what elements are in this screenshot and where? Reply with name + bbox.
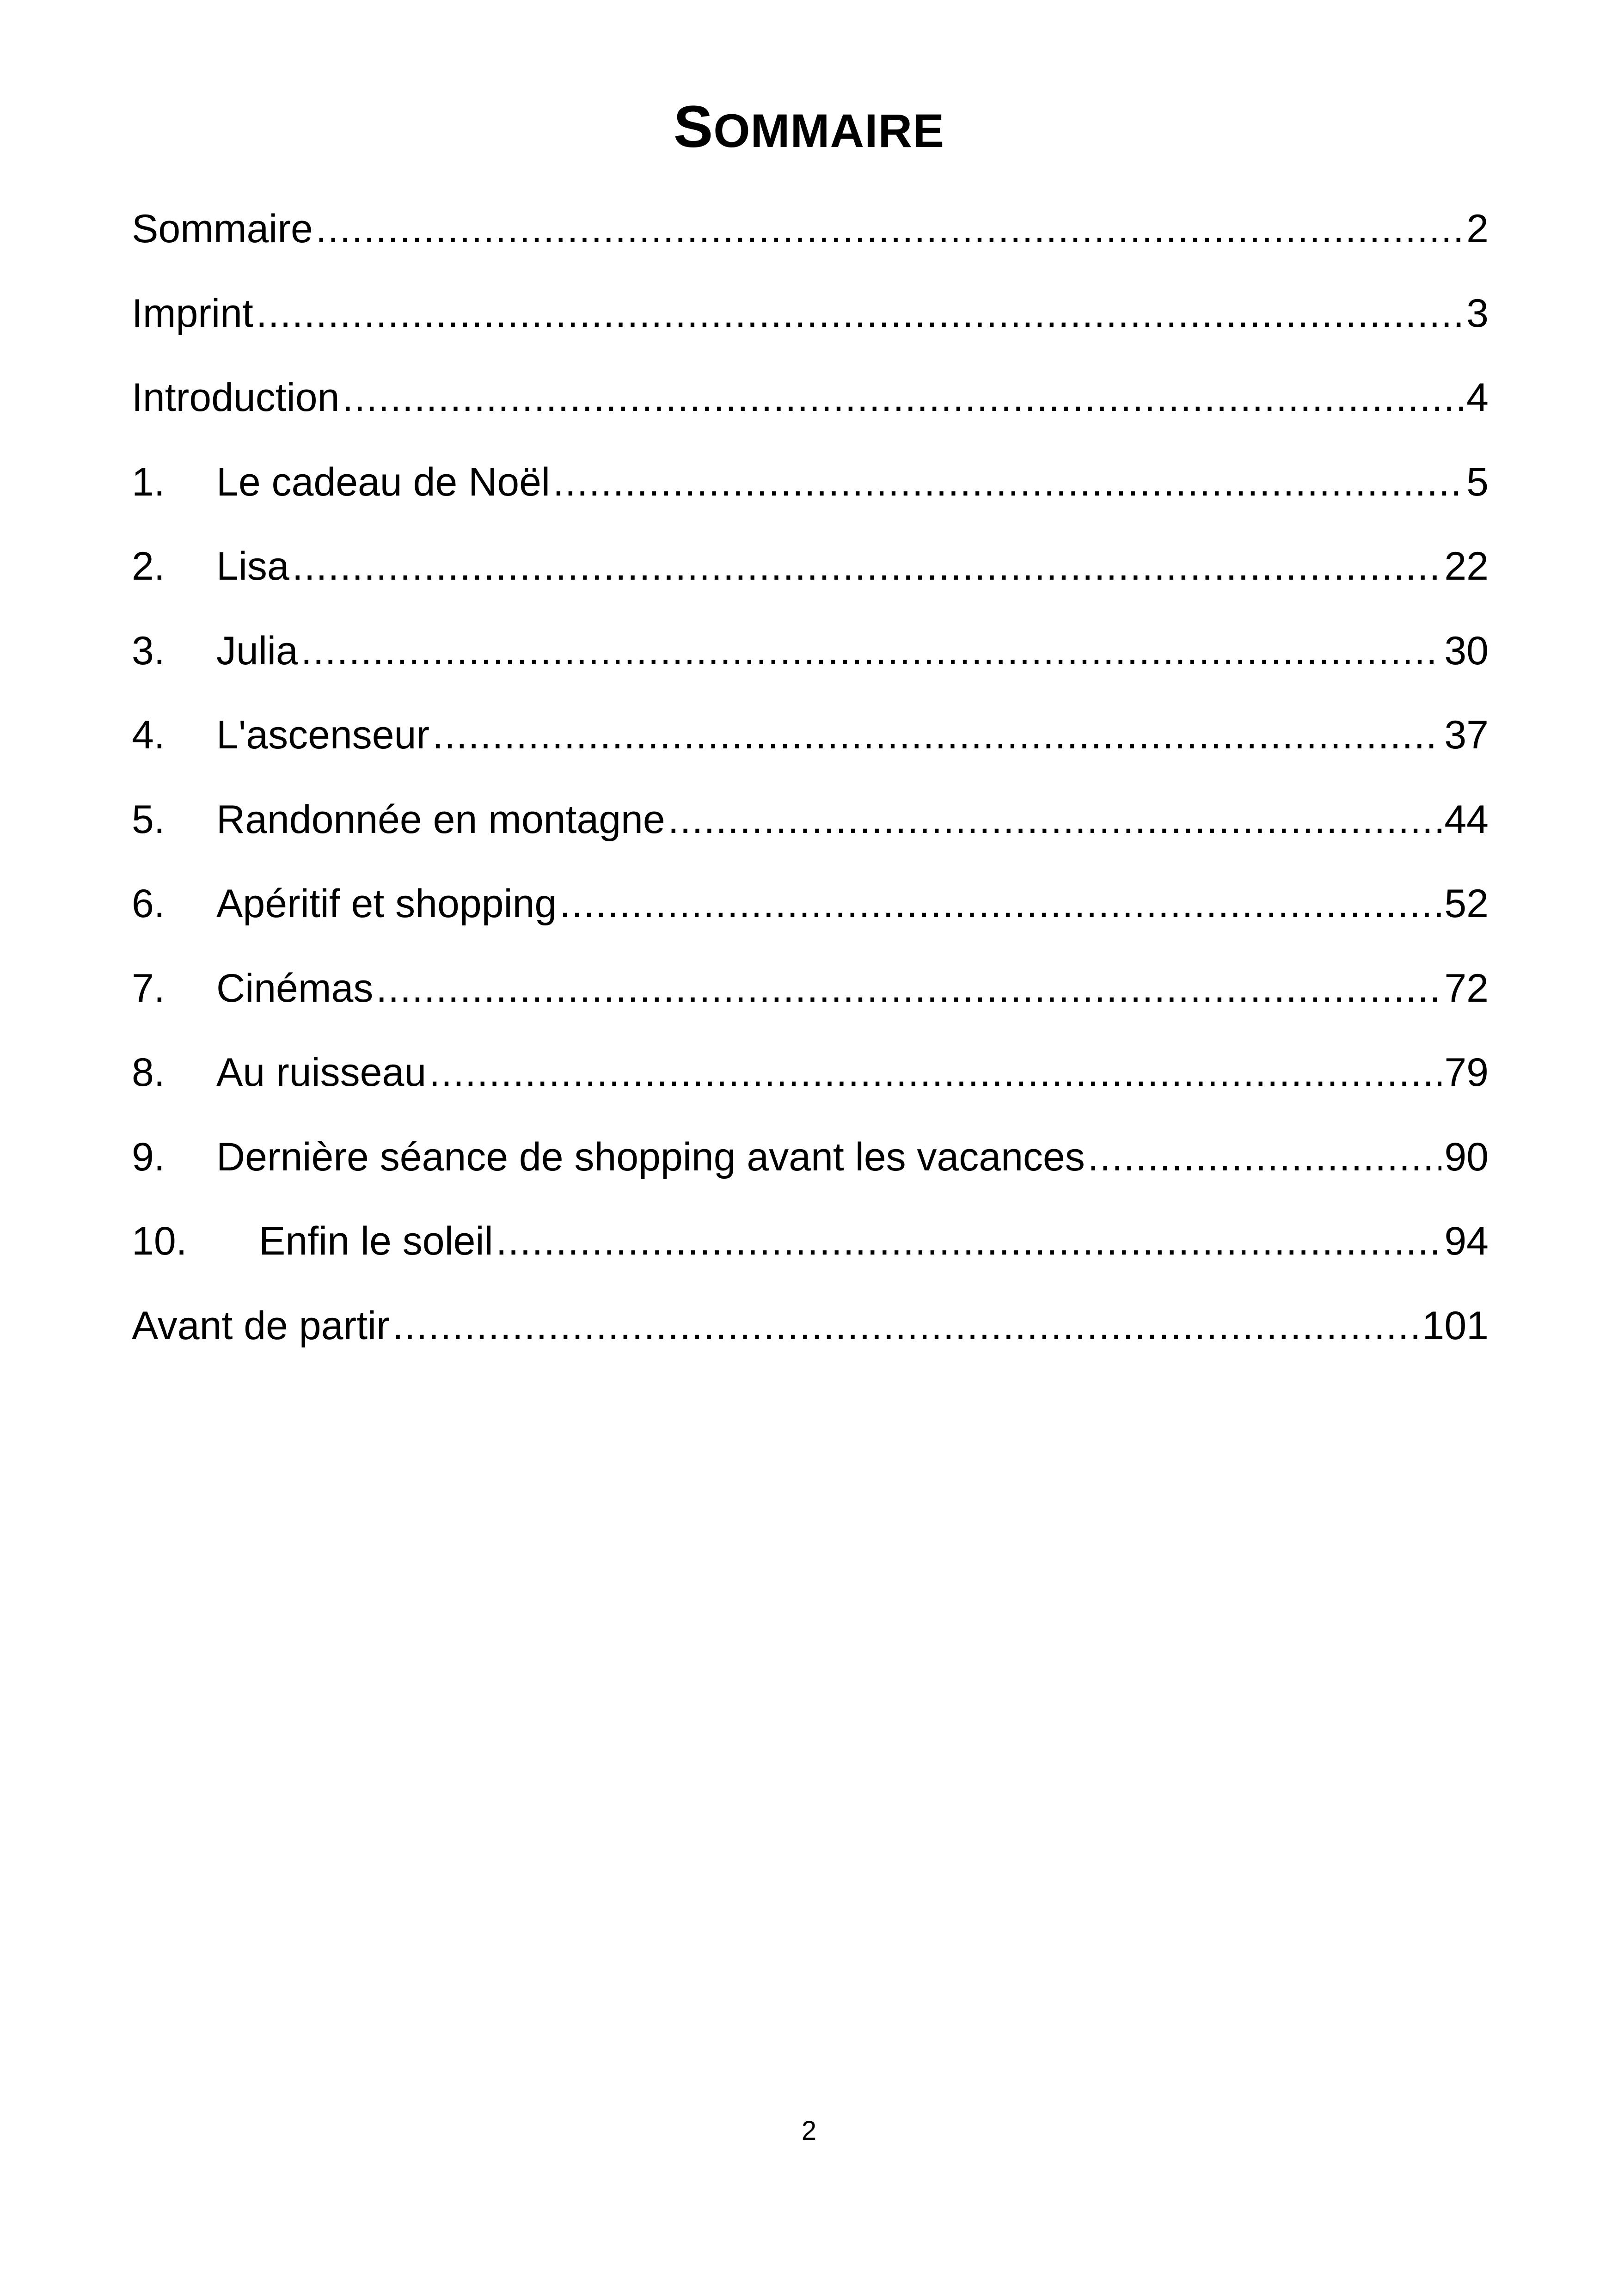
toc-dot-leader [1088, 1127, 1441, 1187]
toc-dot-leader [429, 1042, 1441, 1102]
toc-entry-introduction[interactable] [132, 367, 1489, 452]
toc-entry-chapter-2[interactable] [132, 536, 1489, 621]
toc-entry-label: Sommaire [132, 207, 313, 251]
toc-entry-label: Cinémas [216, 966, 374, 1010]
toc-entry-page: 72 [1444, 966, 1489, 1010]
toc-entry-page: 52 [1444, 882, 1489, 926]
toc-dot-leader [301, 621, 1441, 681]
toc-entry-number: 1. [132, 459, 165, 504]
toc-entry-number: 2. [132, 544, 165, 588]
toc-entry-number: 10. [132, 1219, 187, 1263]
toc-entry-number: 5. [132, 797, 165, 842]
toc-entry-label: Au ruisseau [216, 1050, 427, 1095]
title-initial: S [673, 94, 714, 160]
toc-entry-chapter-10[interactable] [132, 1211, 1489, 1296]
toc-entry-page: 94 [1444, 1219, 1489, 1263]
toc-entry-chapter-4[interactable] [132, 705, 1489, 790]
toc-entry-label: Julia [216, 628, 298, 673]
toc-entry-chapter-6[interactable] [132, 874, 1489, 958]
toc-entry-number: 7. [132, 966, 165, 1010]
toc-entry-page: 22 [1444, 544, 1489, 588]
toc-entry-label: Le cadeau de Noël [216, 459, 551, 504]
toc-entry-label: Enfin le soleil [259, 1219, 493, 1263]
table-of-contents [132, 199, 1489, 1380]
toc-entry-label: Introduction [132, 375, 340, 420]
toc-entry-number: 4. [132, 713, 165, 757]
toc-entry-label: Imprint [132, 291, 253, 336]
toc-entry-page: 79 [1444, 1050, 1489, 1095]
toc-entry-chapter-3[interactable] [132, 621, 1489, 705]
toc-entry-label: Lisa [216, 544, 289, 588]
toc-entry-page: 90 [1444, 1134, 1489, 1179]
toc-entry-page: 44 [1444, 797, 1489, 842]
toc-entry-page: 37 [1444, 713, 1489, 757]
toc-dot-leader [392, 1296, 1420, 1356]
toc-dot-leader [376, 958, 1441, 1018]
toc-entry-label: Avant de partir [132, 1303, 390, 1348]
toc-dot-leader [316, 199, 1464, 259]
page-number: 2 [801, 2116, 817, 2146]
toc-entry-number: 6. [132, 882, 165, 926]
toc-entry-page: 101 [1422, 1303, 1489, 1348]
toc-entry-avant-de-partir[interactable] [132, 1296, 1489, 1380]
toc-entry-chapter-5[interactable] [132, 790, 1489, 874]
toc-dot-leader [292, 536, 1442, 596]
toc-entry-chapter-1[interactable] [132, 452, 1489, 537]
toc-entry-number: 8. [132, 1050, 165, 1095]
toc-entry-chapter-9[interactable] [132, 1127, 1489, 1212]
toc-entry-page: 5 [1466, 459, 1489, 504]
toc-entry-label: L'ascenseur [216, 713, 430, 757]
toc-dot-leader [432, 705, 1441, 765]
toc-dot-leader [559, 874, 1441, 934]
toc-entry-chapter-8[interactable] [132, 1042, 1489, 1127]
toc-entry-page: 4 [1466, 375, 1489, 420]
toc-entry-imprint[interactable] [132, 283, 1489, 368]
toc-entry-page: 2 [1466, 207, 1489, 251]
toc-dot-leader [256, 283, 1464, 343]
toc-entry-label: Randonnée en montagne [216, 797, 665, 842]
toc-dot-leader [342, 367, 1464, 428]
toc-dot-leader [496, 1211, 1442, 1271]
toc-entry-number: 3. [132, 628, 165, 673]
toc-entry-page: 30 [1444, 628, 1489, 673]
toc-entry-sommaire[interactable] [132, 199, 1489, 283]
toc-dot-leader [668, 790, 1442, 850]
toc-entry-page: 3 [1466, 291, 1489, 336]
title-rest: OMMAIRE [713, 104, 945, 157]
toc-dot-leader [553, 452, 1464, 512]
page-title [0, 90, 1618, 168]
toc-entry-label: Dernière séance de shopping avant les vacances [216, 1134, 1085, 1179]
toc-entry-number: 9. [132, 1134, 165, 1179]
toc-entry-chapter-7[interactable] [132, 958, 1489, 1043]
toc-entry-label: Apéritif et shopping [216, 882, 557, 926]
